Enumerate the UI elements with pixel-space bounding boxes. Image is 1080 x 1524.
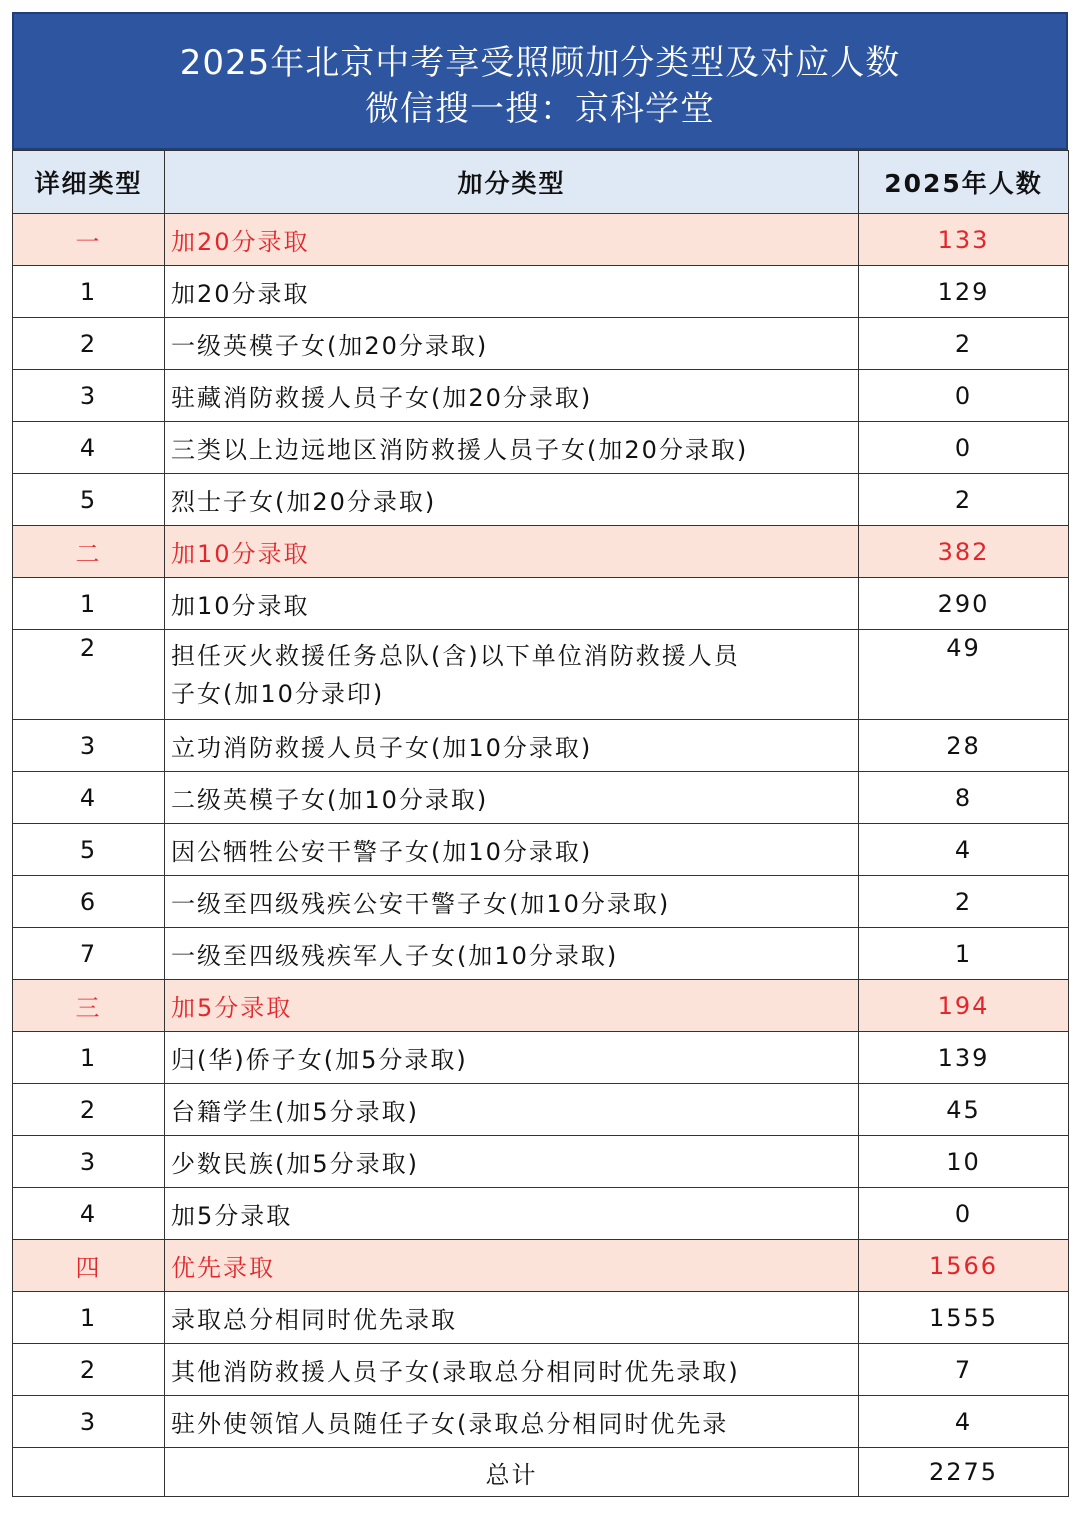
table-row	[13, 720, 1069, 772]
item-number: 6	[13, 876, 165, 928]
item-number: 1	[13, 266, 165, 318]
section-label: 优先录取	[165, 1240, 859, 1292]
item-count: 4	[859, 824, 1069, 876]
table-row	[13, 1136, 1069, 1188]
table-row	[13, 630, 1069, 720]
item-number: 4	[13, 1188, 165, 1240]
item-count: 0	[859, 370, 1069, 422]
item-label: 烈士子女(加20分录取)	[165, 474, 859, 526]
total-count: 2275	[859, 1448, 1069, 1497]
section-label: 加10分录取	[165, 526, 859, 578]
item-number: 1	[13, 578, 165, 630]
item-number: 2	[13, 1084, 165, 1136]
table-row	[13, 474, 1069, 526]
title-banner	[12, 12, 1068, 150]
item-label: 因公牺牲公安干警子女(加10分录取)	[165, 824, 859, 876]
item-label-line-2: 子女(加10分录印)	[171, 679, 385, 708]
section-row	[13, 1240, 1069, 1292]
item-label: 加10分录取	[165, 578, 859, 630]
item-count: 290	[859, 578, 1069, 630]
section-count: 1566	[859, 1240, 1069, 1292]
table-row	[13, 422, 1069, 474]
header-detail-type: 详细类型	[13, 151, 165, 214]
section-count: 194	[859, 980, 1069, 1032]
item-count: 0	[859, 1188, 1069, 1240]
item-label: 归(华)侨子女(加5分录取)	[165, 1032, 859, 1084]
item-number: 3	[13, 370, 165, 422]
item-number: 1	[13, 1292, 165, 1344]
item-label	[165, 630, 859, 720]
item-number: 4	[13, 422, 165, 474]
section-label: 加5分录取	[165, 980, 859, 1032]
total-empty-cell	[13, 1448, 165, 1497]
table-row	[13, 578, 1069, 630]
item-count: 2	[859, 318, 1069, 370]
section-number: 二	[13, 526, 165, 578]
section-row	[13, 526, 1069, 578]
item-number: 2	[13, 630, 165, 720]
table-row	[13, 266, 1069, 318]
table-row	[13, 876, 1069, 928]
item-count: 10	[859, 1136, 1069, 1188]
item-count: 2	[859, 474, 1069, 526]
total-label: 总计	[165, 1448, 859, 1497]
bonus-points-sheet	[12, 12, 1068, 1497]
item-label: 少数民族(加5分录取)	[165, 1136, 859, 1188]
item-number: 1	[13, 1032, 165, 1084]
bonus-table	[12, 150, 1069, 1497]
item-count: 129	[859, 266, 1069, 318]
item-count: 8	[859, 772, 1069, 824]
item-count: 45	[859, 1084, 1069, 1136]
table-header-row	[13, 151, 1069, 214]
section-count: 133	[859, 214, 1069, 266]
item-label: 录取总分相同时优先录取	[165, 1292, 859, 1344]
table-row	[13, 928, 1069, 980]
section-number: 一	[13, 214, 165, 266]
table-row	[13, 1396, 1069, 1448]
header-count-2025: 2025年人数	[859, 151, 1069, 214]
item-number: 3	[13, 1396, 165, 1448]
page-title: 2025年北京中考享受照顾加分类型及对应人数	[179, 43, 901, 83]
item-label: 台籍学生(加5分录取)	[165, 1084, 859, 1136]
item-number: 4	[13, 772, 165, 824]
item-number: 3	[13, 720, 165, 772]
item-count: 28	[859, 720, 1069, 772]
section-number: 四	[13, 1240, 165, 1292]
item-number: 2	[13, 318, 165, 370]
item-count: 0	[859, 422, 1069, 474]
item-label: 驻外使领馆人员随任子女(录取总分相同时优先录	[165, 1396, 859, 1448]
section-label: 加20分录取	[165, 214, 859, 266]
table-row	[13, 1188, 1069, 1240]
table-row	[13, 824, 1069, 876]
item-number: 3	[13, 1136, 165, 1188]
total-row	[13, 1448, 1069, 1497]
item-number: 5	[13, 474, 165, 526]
item-label: 立功消防救援人员子女(加10分录取)	[165, 720, 859, 772]
item-count: 1555	[859, 1292, 1069, 1344]
table-row	[13, 1344, 1069, 1396]
table-row	[13, 1032, 1069, 1084]
section-count: 382	[859, 526, 1069, 578]
section-row	[13, 214, 1069, 266]
table-row	[13, 772, 1069, 824]
item-label: 三类以上边远地区消防救援人员子女(加20分录取)	[165, 422, 859, 474]
item-count: 2	[859, 876, 1069, 928]
item-count: 139	[859, 1032, 1069, 1084]
item-number: 2	[13, 1344, 165, 1396]
item-label: 二级英模子女(加10分录取)	[165, 772, 859, 824]
item-number: 5	[13, 824, 165, 876]
item-label: 加20分录取	[165, 266, 859, 318]
item-number: 7	[13, 928, 165, 980]
table-row	[13, 318, 1069, 370]
item-label: 其他消防救援人员子女(录取总分相同时优先录取)	[165, 1344, 859, 1396]
item-label-line-1: 担任灭火救援任务总队(含)以下单位消防救援人员	[171, 641, 740, 670]
table-row	[13, 1084, 1069, 1136]
section-row	[13, 980, 1069, 1032]
header-bonus-type: 加分类型	[165, 151, 859, 214]
page-subtitle: 微信搜一搜：京科学堂	[365, 89, 715, 129]
item-count: 4	[859, 1396, 1069, 1448]
item-count: 1	[859, 928, 1069, 980]
section-number: 三	[13, 980, 165, 1032]
table-row	[13, 370, 1069, 422]
item-label: 驻藏消防救援人员子女(加20分录取)	[165, 370, 859, 422]
item-label: 加5分录取	[165, 1188, 859, 1240]
table-row	[13, 1292, 1069, 1344]
item-label: 一级至四级残疾公安干警子女(加10分录取)	[165, 876, 859, 928]
item-label: 一级英模子女(加20分录取)	[165, 318, 859, 370]
item-count: 49	[859, 630, 1069, 720]
item-label: 一级至四级残疾军人子女(加10分录取)	[165, 928, 859, 980]
item-count: 7	[859, 1344, 1069, 1396]
